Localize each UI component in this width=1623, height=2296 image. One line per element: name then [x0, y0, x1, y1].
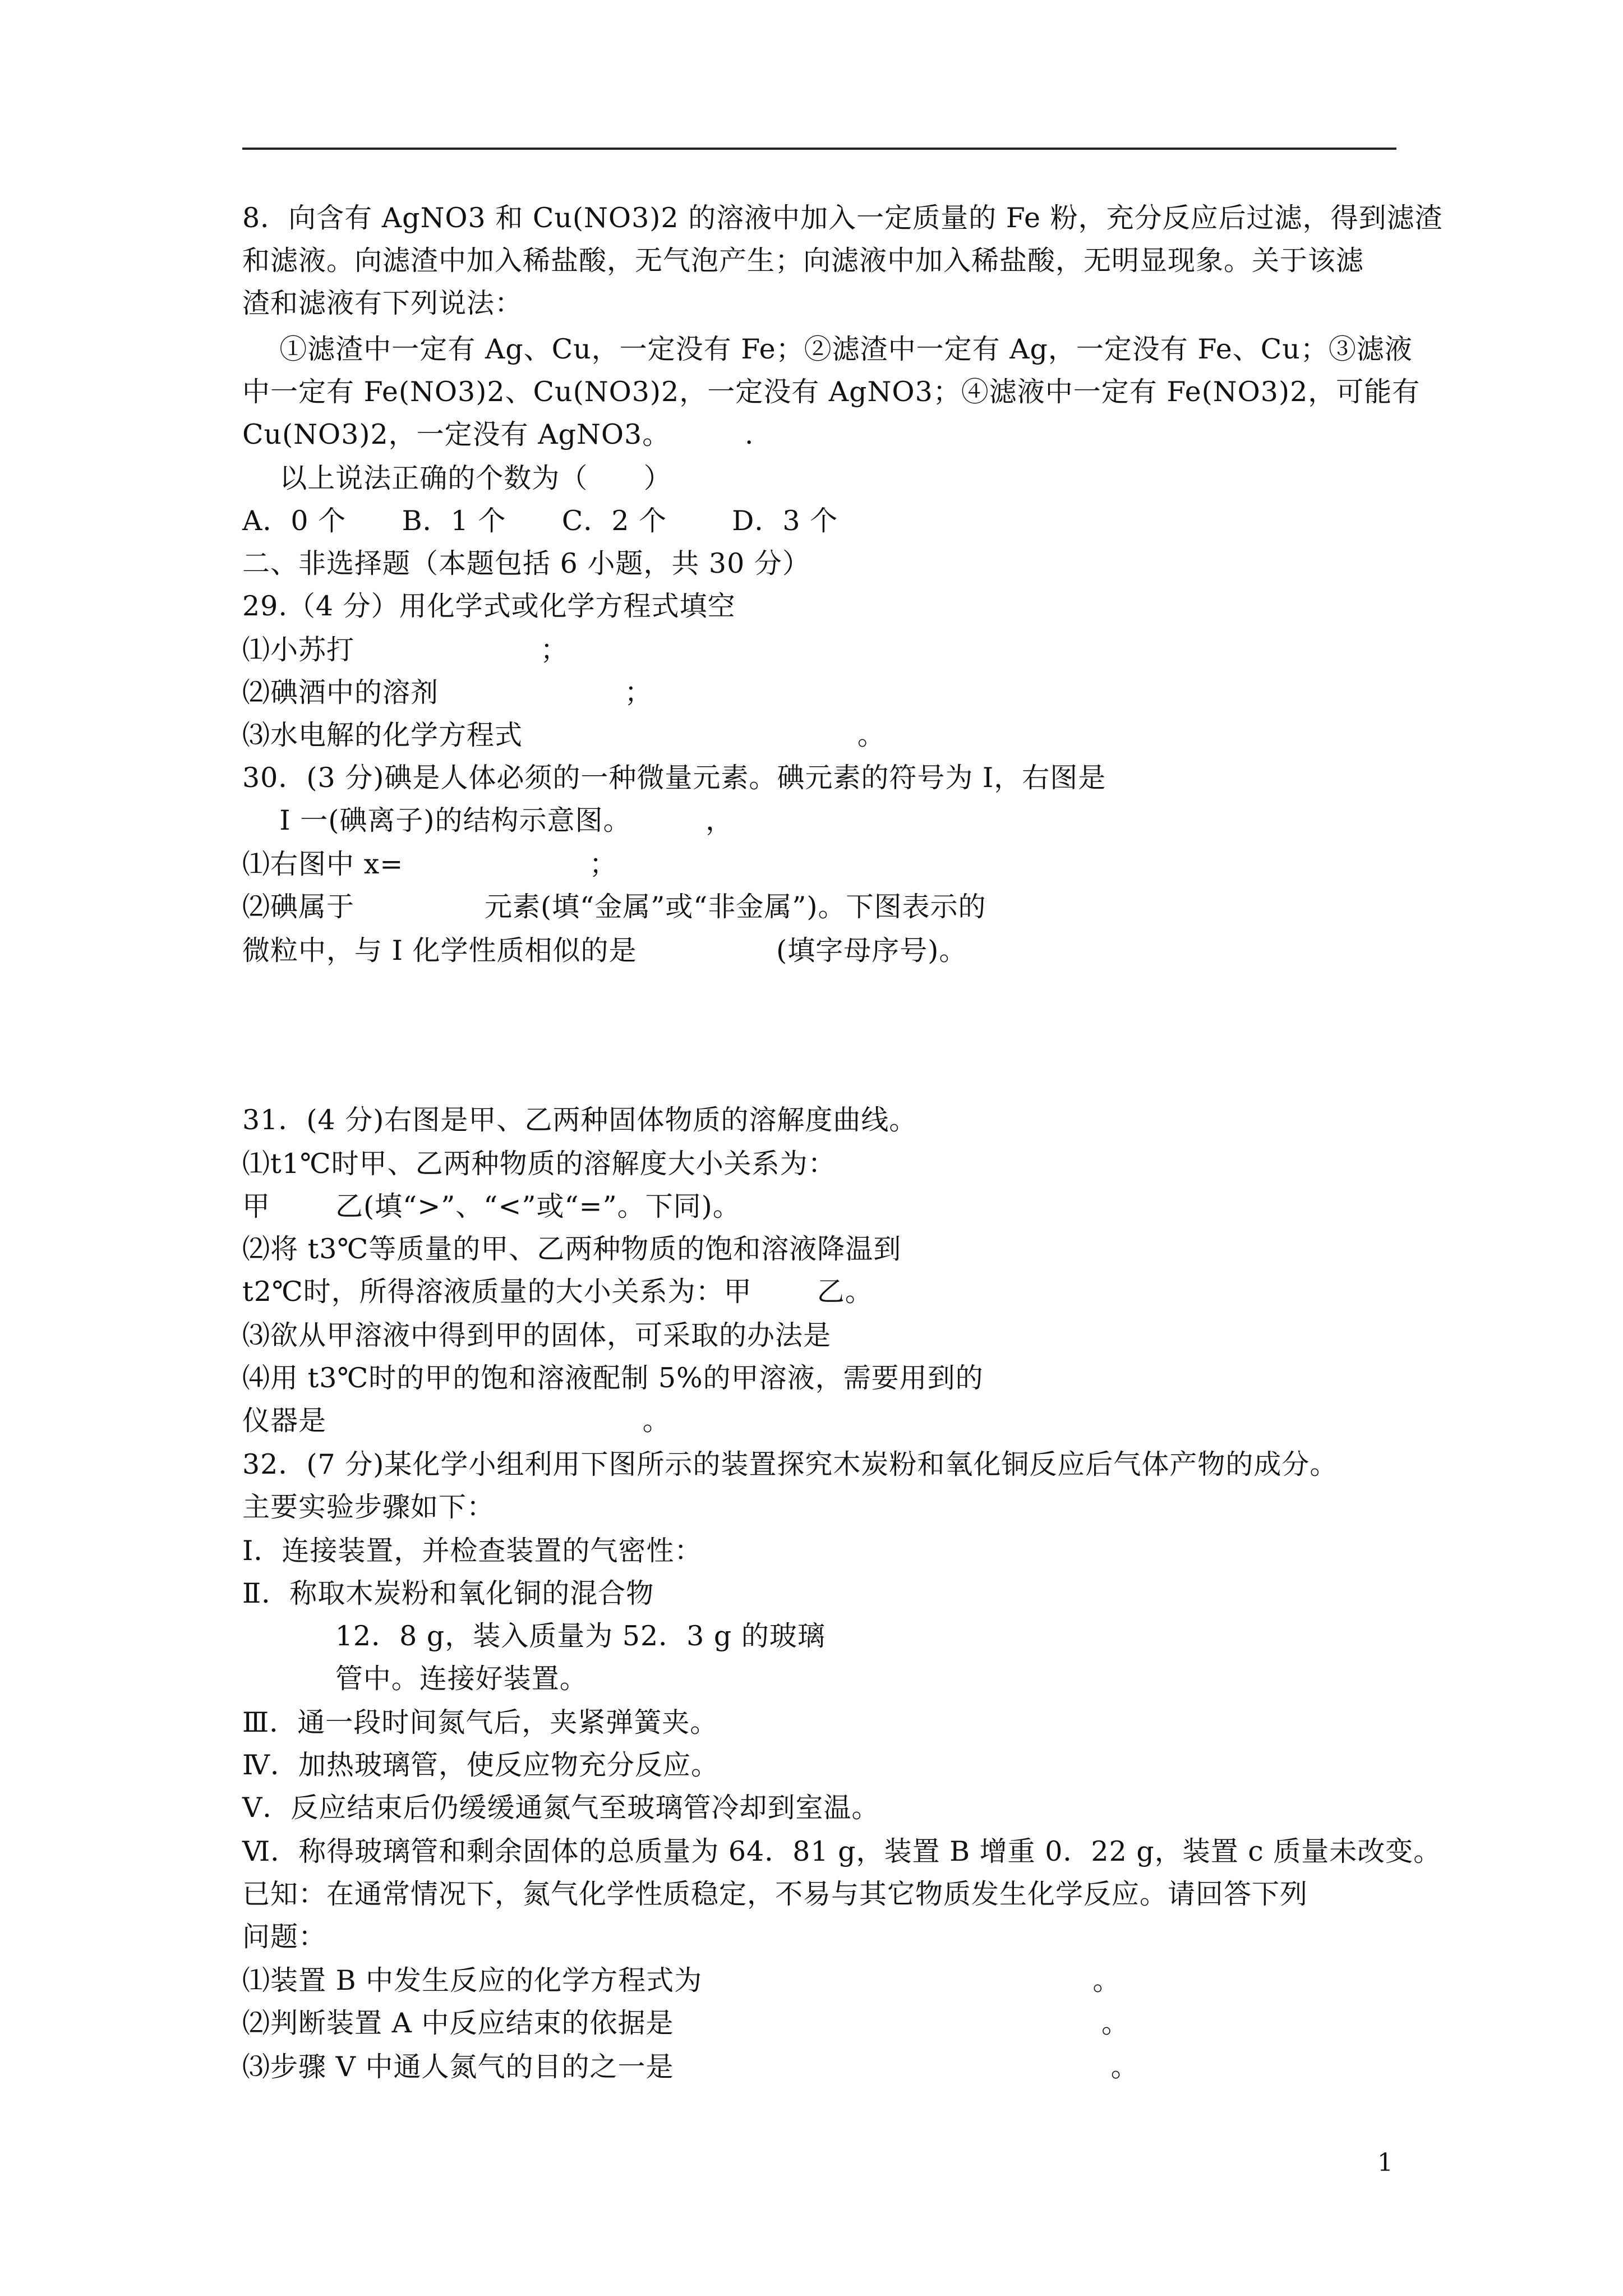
text-line: 8．向含有 AgNO3 和 Cu(NO3)2 的溶液中加入一定质量的 Fe 粉，充分反应后过滤，得到滤渣	[242, 202, 1443, 234]
text-line: 32．(7 分)某化学小组利用下图所示的装置探究木炭粉和氧化铜反应后气体产物的成分。	[242, 1448, 1338, 1480]
text-line: 仪器是 。	[242, 1405, 671, 1437]
text-line: ⑴装置 B 中发生反应的化学方程式为 。	[242, 1964, 1121, 1996]
text-line: ⑴右图中 x= ；	[242, 848, 617, 880]
text-line: 和滤液。向滤渣中加入稀盐酸，无气泡产生；向滤液中加入稀盐酸，无明显现象。关于该滤	[242, 245, 1364, 277]
text-line: ⑷用 t3℃时的甲的饱和溶液配制 5%的甲溶液，需要用到的	[242, 1362, 984, 1394]
text-line: ⑵判断装置 A 中反应结束的依据是 。	[242, 2007, 1130, 2039]
page-number: 1	[1377, 2148, 1393, 2177]
section-heading: 二、非选择题（本题包括 6 小题，共 30 分）	[242, 547, 810, 579]
text-line: Cu(NO3)2，一定没有 AgNO3。 .	[242, 418, 754, 450]
text-line: Ⅳ．加热玻璃管，使反应物充分反应。	[242, 1749, 719, 1781]
text-line: ⑶步骤 V 中通人氮气的目的之一是 。	[242, 2051, 1139, 2083]
text-line: ⑵将 t3℃等质量的甲、乙两种物质的饱和溶液降温到	[242, 1233, 902, 1265]
text-line: 管中。连接好装置。	[242, 1663, 588, 1695]
text-line: 以上说法正确的个数为（ ）	[242, 462, 672, 494]
text-line: 中一定有 Fe(NO3)2、Cu(NO3)2，一定没有 AgNO3；④滤液中一定有 Fe(NO3)2，可能有	[242, 376, 1421, 408]
text-line: ⑵碘属于 元素(填“金属”或“非金属”)。下图表示的	[242, 891, 986, 923]
text-line: t2℃时，所得溶液质量的大小关系为：甲 乙。	[242, 1276, 873, 1308]
text-line: ⑴t1℃时甲、乙两种物质的溶解度大小关系为：	[242, 1148, 836, 1180]
text-line: 31．(4 分)右图是甲、乙两种固体物质的溶解度曲线。	[242, 1104, 917, 1136]
text-line: 12．8 g，装入质量为 52．3 g 的玻璃	[242, 1620, 826, 1652]
text-line: ⑶欲从甲溶液中得到甲的固体，可采取的办法是	[242, 1319, 832, 1351]
text-line: I 一(碘离子)的结构示意图。 ，	[242, 804, 734, 836]
text-line: 已知：在通常情况下，氮气化学性质稳定，不易与其它物质发生化学反应。请回答下列	[242, 1878, 1308, 1910]
text-line: ⑵碘酒中的溶剂 ；	[242, 677, 653, 708]
text-line: 渣和滤液有下列说法：	[242, 287, 523, 319]
header-rule	[242, 148, 1396, 150]
text-line: 问题：	[242, 1921, 327, 1953]
text-line: 主要实验步骤如下：	[242, 1491, 495, 1523]
text-line: Ⅵ．称得玻璃管和剩余固体的总质量为 64．81 g，装置 B 增重 0．22 g，装置 c 质量未改变。	[242, 1835, 1442, 1867]
text-line: 29.（4 分）用化学式或化学方程式填空	[242, 590, 736, 622]
text-line: ①滤渣中一定有 Ag、Cu，一定没有 Fe；②滤渣中一定有 Ag，一定没有 Fe、Cu；③滤液	[242, 333, 1413, 365]
text-line: 微粒中，与 I 化学性质相似的是 (填字母序号)。	[242, 935, 967, 967]
text-line: 甲 乙(填“>”、“<”或“=”。下同)。	[242, 1190, 741, 1222]
text-line: ⑶水电解的化学方程式 。	[242, 719, 886, 751]
text-line: Ⅲ．通一段时间氮气后，夹紧弹簧夹。	[242, 1706, 718, 1738]
text-line: A．0 个 B．1 个 C．2 个 D．3 个	[242, 505, 838, 537]
text-line: ⑴小苏打 ；	[242, 634, 569, 666]
text-line: Ⅱ．称取木炭粉和氧化铜的混合物	[242, 1577, 654, 1609]
text-line: I．连接装置，并检查装置的气密性：	[242, 1535, 703, 1567]
text-line: V．反应结束后仍缓缓通氮气至玻璃管冷却到室温。	[242, 1792, 880, 1824]
text-line: 30．(3 分)碘是人体必须的一种微量元素。碘元素的符号为 I，右图是	[242, 762, 1106, 794]
